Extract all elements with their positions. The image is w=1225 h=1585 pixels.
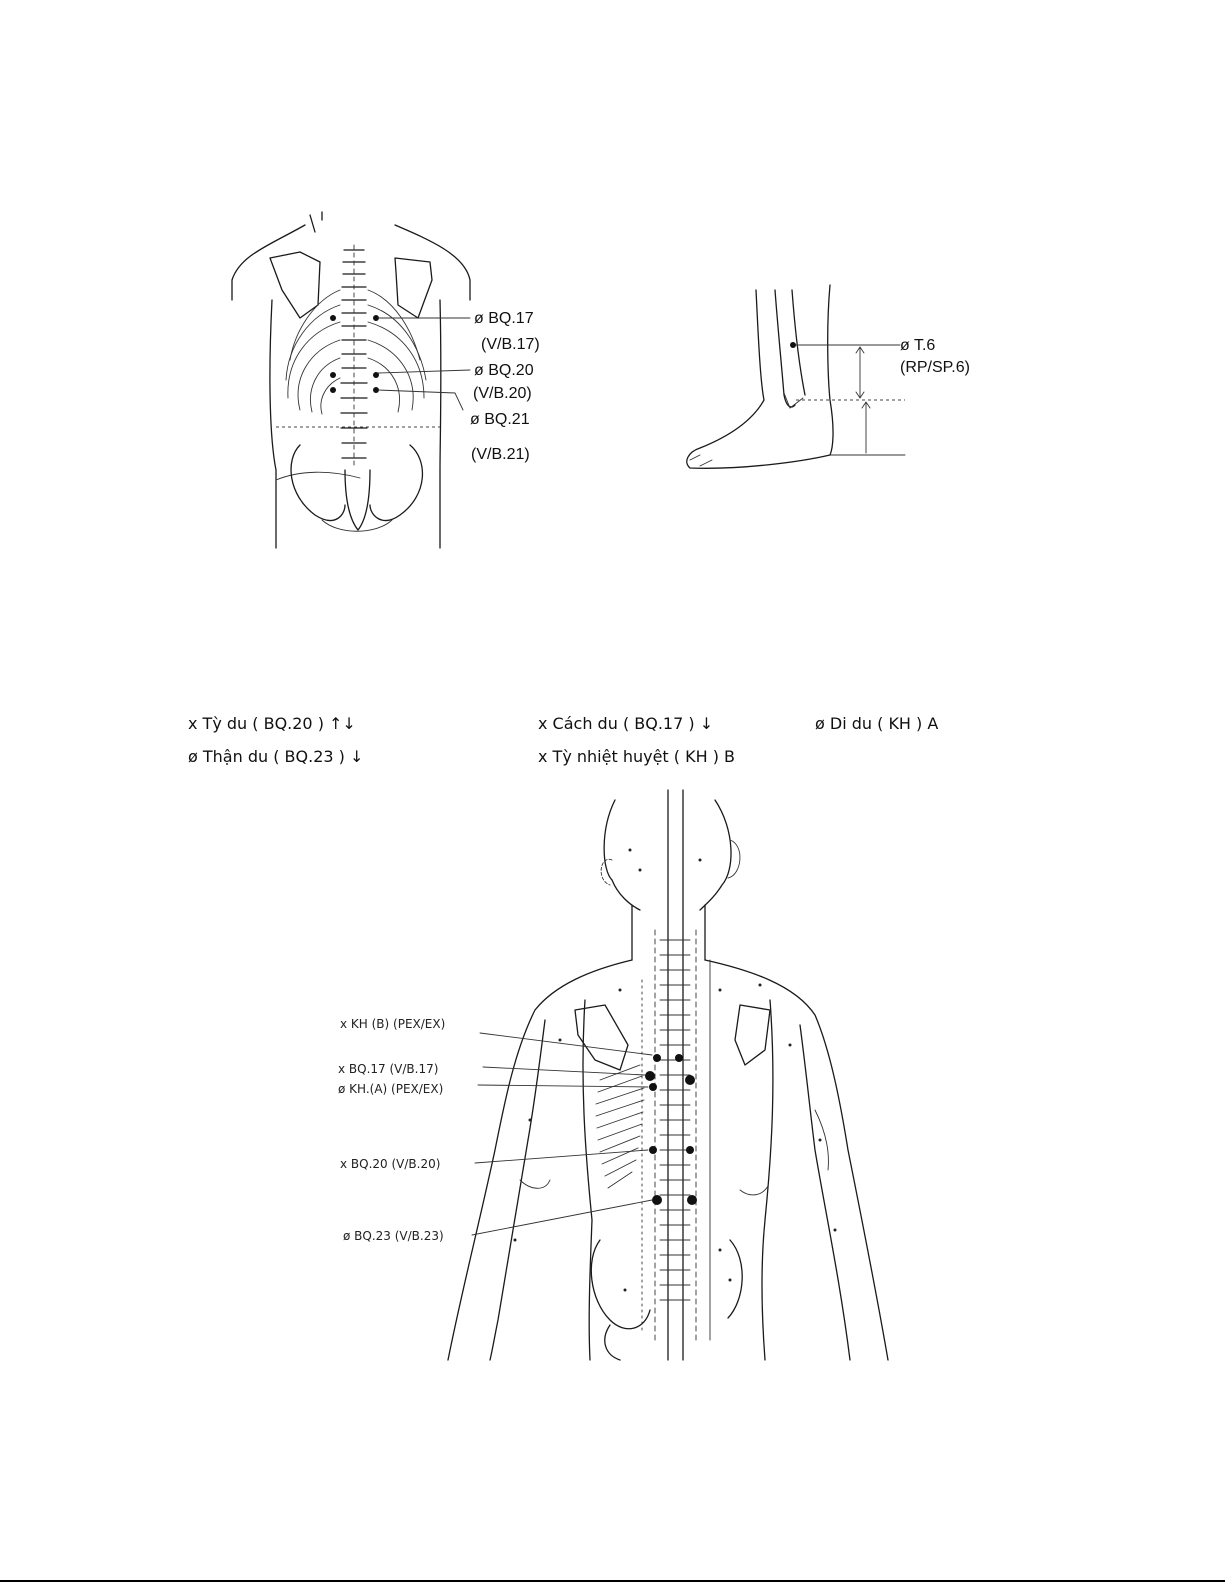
back-label-bq17: ø BQ.17: [474, 310, 534, 327]
point-t6: [790, 342, 796, 348]
legend-cach-du: x Cách du ( BQ.17 ) ↓: [538, 714, 714, 733]
point-kh-a: [649, 1083, 657, 1091]
back-label-vb17: (V/B.17): [481, 336, 540, 353]
leg-label-rpsp6: (RP/SP.6): [900, 359, 970, 376]
point-bq21-left: [330, 387, 336, 393]
spine: [341, 245, 367, 465]
back-label-vb21: (V/B.21): [471, 446, 530, 463]
bottom-rule: [0, 1580, 1225, 1582]
back-label-bq21: ø BQ.21: [470, 411, 530, 428]
point-bq17-left-bottom: [645, 1071, 655, 1081]
bottom-label-kh-a: ø KH.(A) (PEX/EX): [338, 1082, 444, 1096]
point-bq17-right-bottom: [685, 1075, 695, 1085]
point-bq20-left-bottom: [649, 1146, 657, 1154]
point-bq20-left: [330, 372, 336, 378]
legend: [188, 714, 938, 766]
back-anatomy-figure: [448, 790, 888, 1360]
vertebrae: [660, 940, 690, 1300]
legend-di-du: ø Di du ( KH ) A: [815, 714, 939, 733]
leg-figure: [687, 285, 905, 468]
point-kh-b: [653, 1054, 661, 1062]
point-kh-b-right: [675, 1054, 683, 1062]
legend-ty-du: x Tỳ du ( BQ.20 ) ↑↓: [188, 714, 356, 733]
rib-hatching: [596, 1065, 644, 1188]
point-bq23-left-bottom: [652, 1195, 662, 1205]
back-label-bq20: ø BQ.20: [474, 362, 534, 379]
point-bq20-right-bottom: [686, 1146, 694, 1154]
bottom-label-bq20: x BQ.20 (V/B.20): [340, 1157, 441, 1171]
legend-ty-nhiet-huyet: x Tỳ nhiệt huyệt ( KH ) B: [538, 747, 736, 766]
back-label-vb20: (V/B.20): [473, 385, 532, 402]
bottom-label-bq17: x BQ.17 (V/B.17): [338, 1062, 439, 1076]
legend-than-du: ø Thận du ( BQ.23 ) ↓: [188, 747, 364, 766]
leg-label-t6: ø T.6: [900, 337, 936, 354]
back-figure: [232, 212, 470, 548]
bottom-label-bq23: ø BQ.23 (V/B.23): [343, 1229, 444, 1243]
point-bq17-left: [330, 315, 336, 321]
point-bq23-right-bottom: [687, 1195, 697, 1205]
bottom-label-kh-b: x KH (B) (PEX/EX): [340, 1017, 446, 1031]
